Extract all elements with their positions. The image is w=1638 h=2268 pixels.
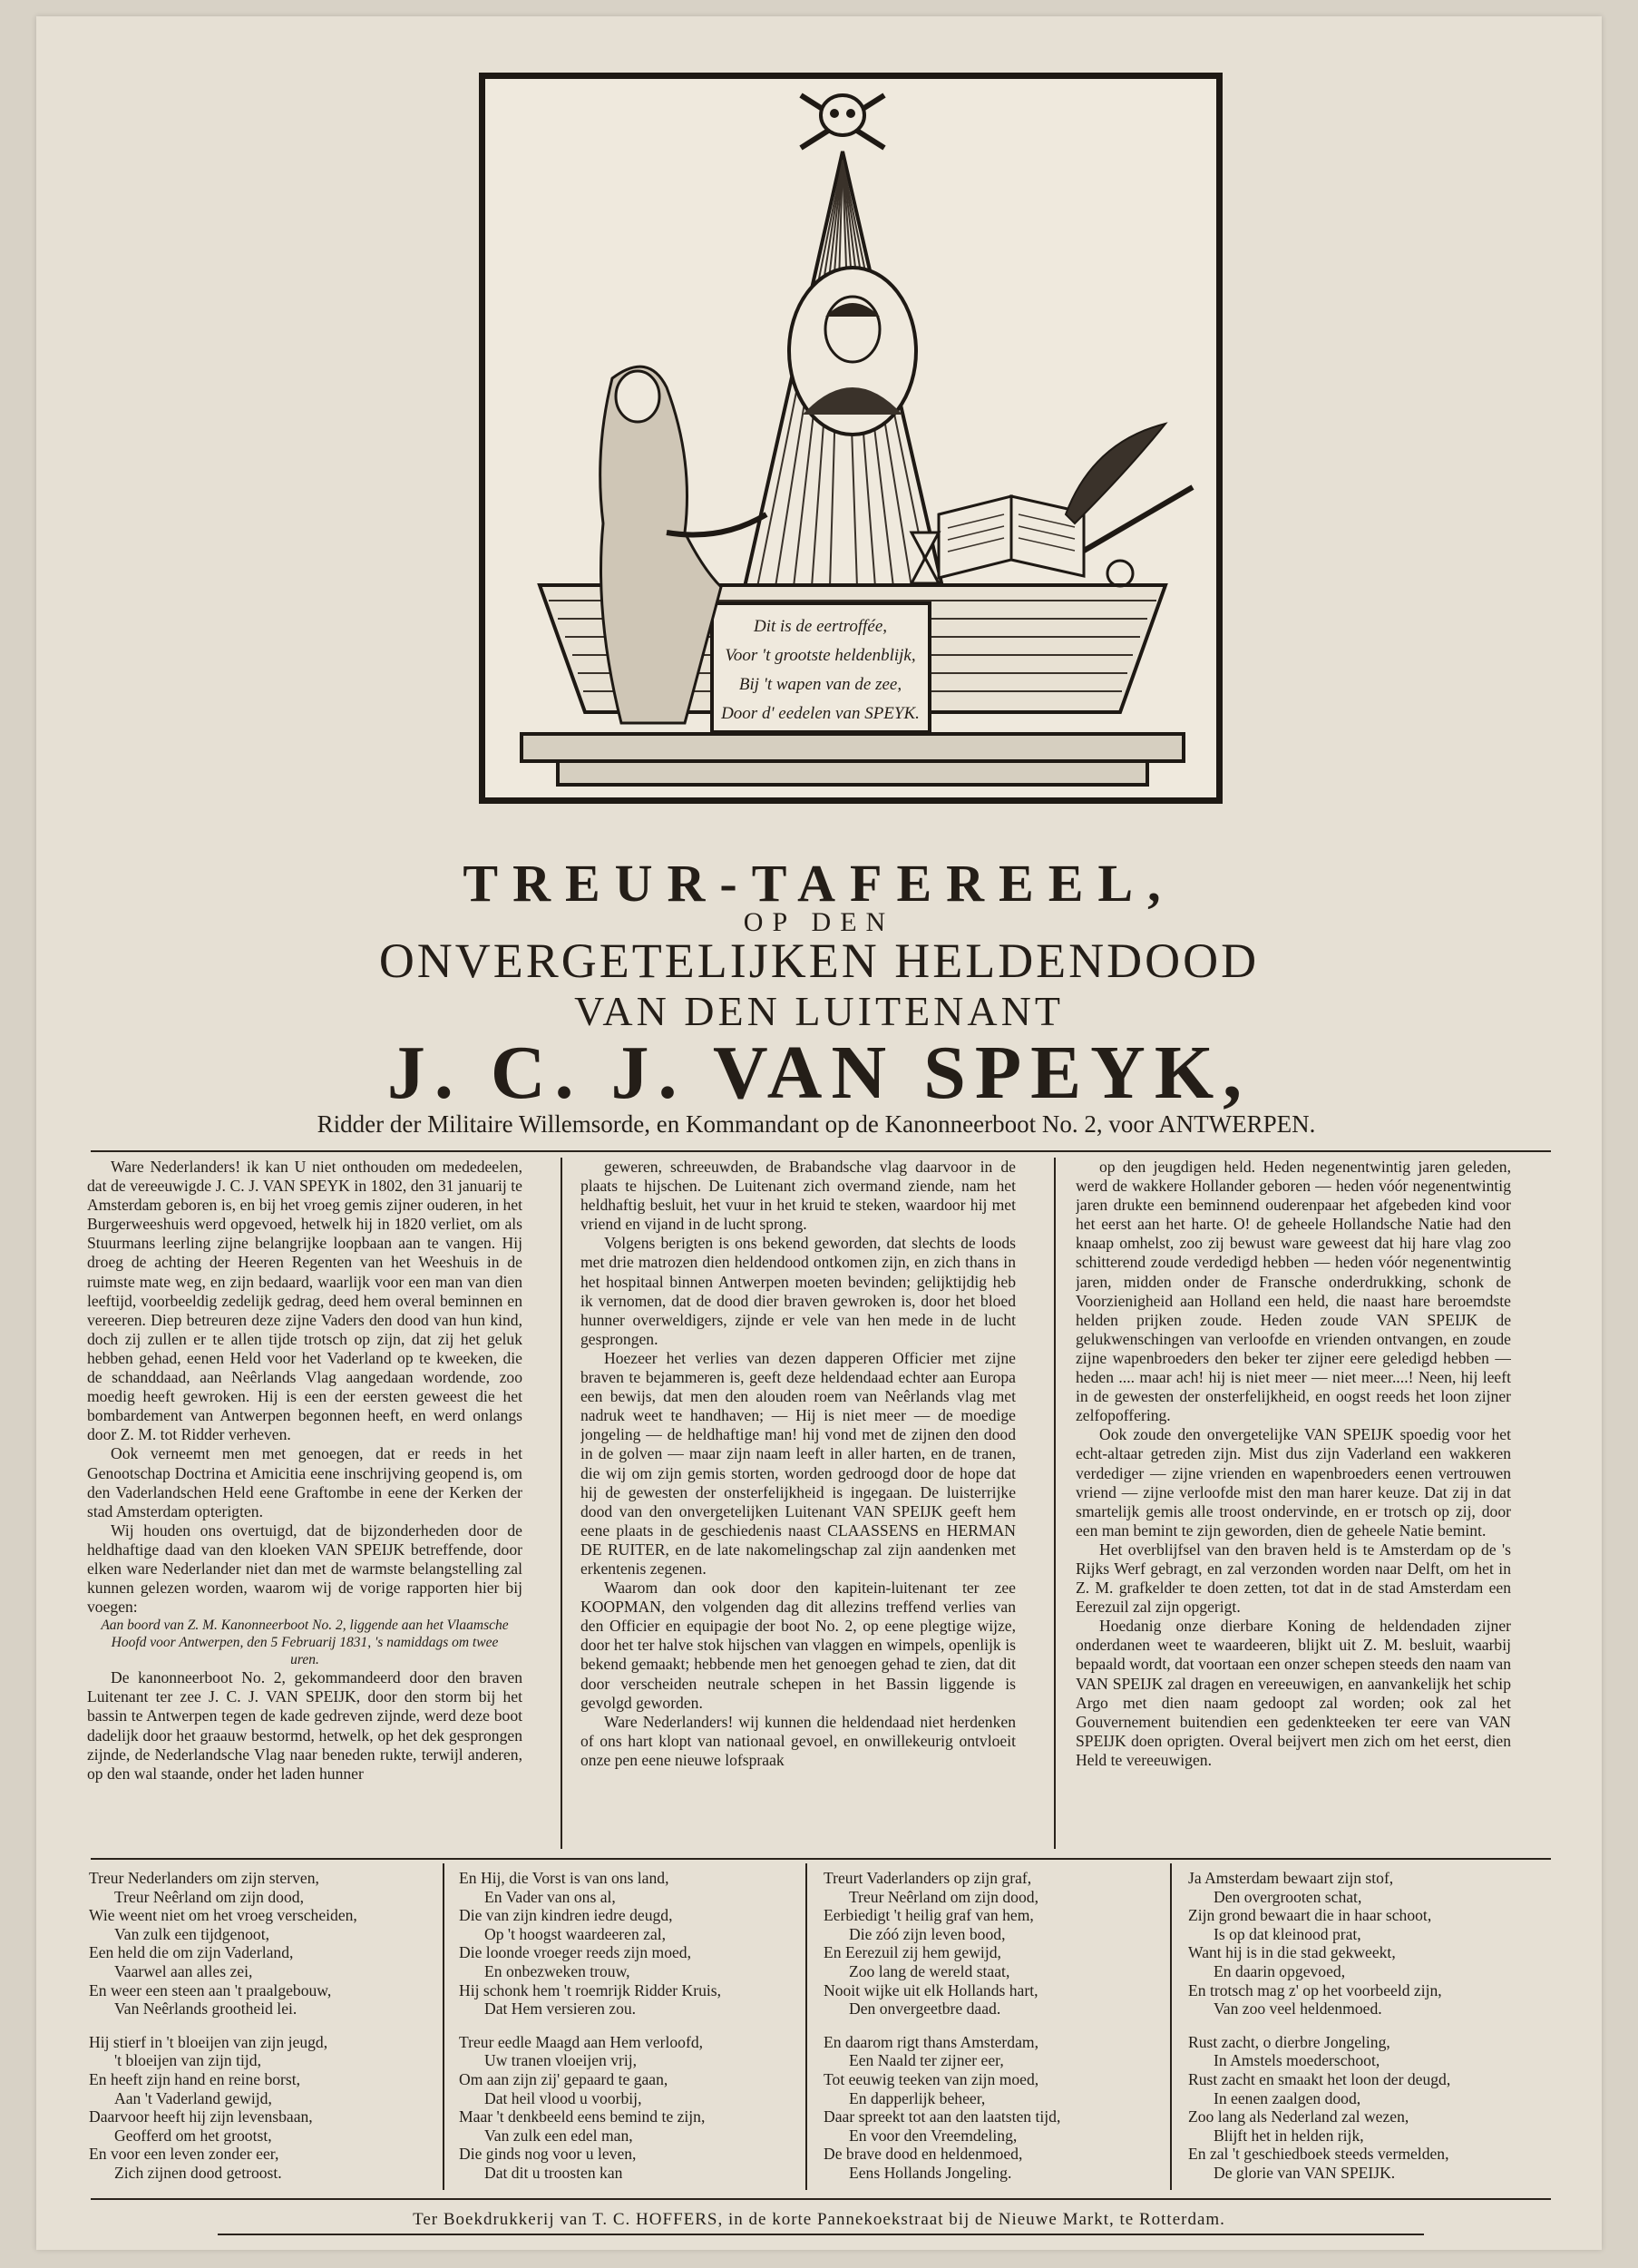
paragraph: Het overblijfsel van den braven held is te Amsterdam op de 's Rijks Werf gebragt, en zal verzonden worden naar Delft, om het in Z. M. grafkelder te doen zetten, tot dat in de stad Amsterdam een Eerezuil zal zijn opgerigt. xyxy=(1076,1540,1511,1617)
title-op-den: OP DEN xyxy=(743,907,895,937)
text-column-3 xyxy=(1076,1158,1511,1849)
title-heldendood: ONVERGETELIJKEN HELDENDOOD xyxy=(378,934,1260,988)
verse-line: Ja Amsterdam bewaart zijn stof, xyxy=(1188,1869,1394,1887)
verse-line: En Hij, die Vorst is van ons land, xyxy=(459,1869,669,1887)
plaque-inscription xyxy=(709,605,931,734)
verse-line: En heeft zijn hand en reine borst, xyxy=(89,2069,301,2088)
paragraph: Ware Nederlanders! ik kan U niet onthouden om mededeelen, dat de vereeuwigde J. C. J. VAN SPEYK in 1802, den 31 januarij te Amsterdam geboren is, en bij het vroeg gemis zijner ouderen, in het Burgerweeshuis werd opgevoed, hetwelk hij in 1820 verliet, om als Stuurmans leerling zijne belangrijke loopbaan aan te vangen. Hij droeg de achting der Heeren Regenten van het Weeshuis in de ruimste mate weg, en zijn bedaard, waarlijk voor een man van dien leeftijd, voorbeeldig zedelijk gedrag, deed hem overal beminnen en vereeren. Diep betreuren deze zijne Vaders den dood van hun kind, doch zij zullen er te allen tijde trotsch op zijn, dat zij het geluk hebben gehad, eenen Held voor het Vaderland op te kweeken, die de schanddaad, aan Neêrlands Vlag aangedaan wordende, zoo moedig heeft gewroken. Hij is een der eersten geweest die het bombardement van Antwerpen begonnen heeft, en werd onlangs door Z. M. tot Ridder verheven. xyxy=(87,1158,522,1444)
verse-line: Is op dat kleinood prat, xyxy=(1214,1924,1361,1943)
verse-line: Die ginds nog voor u leven, xyxy=(459,2145,637,2164)
verse-line: 't bloeijen van zijn tijd, xyxy=(114,2051,261,2070)
stanza xyxy=(824,1869,1186,2019)
verse-line: En weer een steen aan 't praalgebouw, xyxy=(89,1980,332,1999)
paragraph: Wij houden ons overtuigd, dat de bijzonderheden door de heldhaftige daad van den kloeken VAN SPEIJK betreffende, door elken ware Nederlander niet dan met de warmste belangstelling zal kunnen gelezen worden, waarom wij de vorige rapporten hier bij voegen: xyxy=(87,1520,522,1617)
stanza xyxy=(1188,2033,1551,2183)
verse-column-2 xyxy=(459,1869,822,2197)
paragraph: geweren, schreeuwden, de Brabandsche vlag daarvoor in de plaats te hijschen. De Luitenant zich overmand ziende, nam het heldhaftig besluit, het vuur in het kruid te steken, waardoor hij met vriend en vijand in de lucht sprong. xyxy=(580,1158,1016,1234)
verse-line: Hij schonk hem 't roemrijk Ridder Kruis, xyxy=(459,1980,722,1999)
plaque-line: Dit is de eertroffée, xyxy=(753,617,888,636)
verse-line: En Eerezuil zij hem gewijd, xyxy=(824,1943,1001,1962)
verse-line: Wie weent niet om het vroeg verscheiden, xyxy=(89,1906,357,1925)
verse-line: Aan 't Vaderland gewijd, xyxy=(114,2088,272,2107)
verse-line: Uw tranen vloeijen vrij, xyxy=(484,2051,638,2070)
verse-line: In eenen zaalgen dood, xyxy=(1214,2088,1361,2107)
verse-line: En Vader van ons al, xyxy=(484,1887,616,1906)
verse-line: De brave dood en heldenmoed, xyxy=(824,2145,1023,2164)
verse-line: De glorie van VAN SPEIJK. xyxy=(1214,2163,1396,2182)
dateline-note: Aan boord van Z. M. Kanonneerboot No. 2, liggende aan het Vlaamsche Hoofd voor Antwerpen, den 5 Februarij 1831, 's namiddags om twee uren. xyxy=(101,1618,509,1668)
paragraph: Ook verneemt men met genoegen, dat er reeds in het Genootschap Doctrina et Amicitia eene inschrijving geopend is, om den Vaderlandschen Held eene Graftombe in eene der Kerken der stad Amsterdam opterigten. xyxy=(87,1444,522,1520)
verse-line: En voor den Vreemdeling, xyxy=(849,2126,1018,2145)
open-book-icon xyxy=(939,496,1084,578)
paragraph: Ware Nederlanders! wij kunnen die heldendaad niet herdenken of ons hart klopt van nationaal gevoel, en onwillekeurig ontvloeit onze pen eene nieuwe lofspraak xyxy=(580,1712,1016,1769)
verse-line: Die van zijn kindren iedre deugd, xyxy=(459,1906,673,1925)
verse-line: Treur Neêrland om zijn dood, xyxy=(849,1887,1038,1906)
plaque-line: Door d' eedelen van SPEYK. xyxy=(721,704,920,723)
verse-line: Treur Nederlanders om zijn sterven, xyxy=(89,1869,319,1887)
verse-column-1 xyxy=(89,1869,452,2197)
divider xyxy=(91,1150,1551,1152)
paragraph: Hoezeer het verlies van dezen dapperen Officier met zijne braven te bejammeren is, geeft deze heldendaad echter aan Europa een bewijs, dat men den alouden roem van Neêrlands vlag met nadruk weet te handhaven; — Hij is niet meer — de moedige jongeling — de heldhaftige man! hij vond met de zijnen den dood in de golven — maar zijn naam leeft in aller harten, en de tranen, die wij om zijn gemis storten, worden gedroogd door de hope dat hij de gewesten der onsterfelijkheid is ingegaan. De luisterrijke dood van den onvergetelijken Luitenant VAN SPEIJK geeft hem eene plaats in de geschiedenis naast CLAASSENS en HERMAN DE RUITER, en de late nakomelingschap zal zijn aandenken met erkentenis zegenen. xyxy=(580,1348,1016,1578)
paragraph: Waarom dan ook door den kapitein-luitenant ter zee KOOPMAN, den volgenden dag dit allezins treffend verlies van den Officier en equipagie der boot No. 2, op eene plegtige wijze, door het ter halve stok hijschen van vlaggen en wimpels, openlijk is bekend gemaakt; hebbende men het genoegen gehad te zien, dat dit door verscheiden neutrale schepen in het Bassin liggende is gevolgd geworden. xyxy=(580,1579,1016,1712)
verse-line: Den overgrooten schat, xyxy=(1214,1887,1362,1906)
printer-imprint: Ter Boekdrukkerij van T. C. HOFFERS, in de korte Pannekoekstraat bij de Nieuwe Markt, te Rotterdam. xyxy=(413,2210,1225,2229)
telescope-icon xyxy=(1084,487,1193,586)
verse-line: En daarom rigt thans Amsterdam, xyxy=(824,2032,1038,2051)
column-divider xyxy=(443,1863,444,2190)
verse-line: Want hij is in die stad gekweekt, xyxy=(1188,1943,1396,1962)
verse-line: Eerbiedigt 't heilig graf van hem, xyxy=(824,1906,1034,1925)
verse-line: Om aan zijn zij' gepaard te gaan, xyxy=(459,2069,668,2088)
verse-line: En trotsch mag z' op het voorbeeld zijn, xyxy=(1188,1980,1442,1999)
verse-line: Blijft het in helden rijk, xyxy=(1214,2126,1364,2145)
verse-line: Rust zacht, o dierbre Jongeling, xyxy=(1188,2032,1390,2051)
verse-line: In Amstels moederschoot, xyxy=(1214,2051,1380,2070)
verse-line: Treur eedle Maagd aan Hem verloofd, xyxy=(459,2032,704,2051)
text-column-2 xyxy=(580,1158,1016,1849)
stanza xyxy=(89,2033,452,2183)
column-divider xyxy=(1054,1158,1056,1849)
paragraph: op den jeugdigen held. Heden negenentwintig jaren geleden, werd de wakkere Hollander geboren — heden vóór negenentwintig jaren drukte een beminnend ouderenpaar het afgebeden kind voor het eerst aan het harte. O! de geheele Hollandsche Natie had den knaap omhelst, zoo zij bewust ware geweest dat hij hare vlag zoo schitterend zoude verdedigd hebben — heden vóór negenentwintig jaren, midden onder de Fransche onderdrukking, schonk de Voorzienigheid aan Holland een held, die naast hare beroemdste helden prijken zoude. Heden zoude VAN SPEIJK de gelukwenschingen van verloofde en vrienden ontvangen, en zoude zijne wapenbroeders den beker ter zijner eere geledigd hebben — heden .... maar ach! hij is niet meer — niet meer....! Neen, hij leeft in de gewesten der onsterfelijkheid, en oogst reeds het loon zijner zelfopoffering. xyxy=(1076,1158,1511,1425)
verse-line: Eens Hollands Jongeling. xyxy=(849,2163,1012,2182)
verse-line: Maar 't denkbeeld eens bemind te zijn, xyxy=(459,2107,706,2126)
paragraph: Hoedanig onze dierbare Koning de heldendaden zijner onderdanen weet te waardeeren, blijkt uit Z. M. besluit, waarbij bepaald wordt, dat voortaan een onzer schepen steeds den naam van VAN SPEIJK zal dragen en vereeuwigen, en aanvankelijk het schip Argo met dien naam gedoopt zal worden; ook zal het Gouvernement buitendien een gedenkteeken ter eere van VAN SPEIJK doen oprigten. Overal beijvert men zich om het eerst, dien Held te vereeuwigen. xyxy=(1076,1617,1511,1769)
verse-line: Op 't hoogst waardeeren zal, xyxy=(484,1924,667,1943)
column-divider xyxy=(805,1863,807,2190)
column-divider xyxy=(561,1158,562,1849)
stanza xyxy=(459,1869,822,2019)
verse-line: Vaarwel aan alles zei, xyxy=(114,1961,253,1980)
verse-line: Daarvoor heeft hij zijn levensbaan, xyxy=(89,2107,313,2126)
verse-line: Rust zacht en smaakt het loon der deugd, xyxy=(1188,2069,1451,2088)
divider xyxy=(91,1858,1551,1860)
verse-line: Zoo lang de wereld staat, xyxy=(849,1961,1010,1980)
verse-line: Daar spreekt tot aan den laatsten tijd, xyxy=(824,2107,1061,2126)
subtitle: Ridder der Militaire Willemsorde, en Kommandant op de Kanonneerboot No. 2, voor ANTWERPEN. xyxy=(317,1110,1316,1138)
stanza xyxy=(824,2033,1186,2183)
verse-line: En voor een leven zonder eer, xyxy=(89,2145,279,2164)
plaque-line: Bij 't wapen van de zee, xyxy=(738,675,902,694)
verse-line: En zal 't geschiedboek steeds vermelden, xyxy=(1188,2145,1449,2164)
verse-line: Van zoo veel heldenmoed. xyxy=(1214,1999,1382,2019)
verse-column-3 xyxy=(824,1869,1186,2197)
title-luitenant: VAN DEN LUITENANT xyxy=(574,988,1064,1034)
quill-icon xyxy=(1066,424,1165,523)
paragraph: De kanonneerboot No. 2, gekommandeerd door den braven Luitenant ter zee J. C. J. VAN SPEIJK, door den storm bij het bassin te Antwerpen tegen de kade gedreven zijnde, werd deze boot dadelijk door het graauw bestormd, hetwelk, op het dek gesprongen zijnde, de Nederlandsche Vlag naar beneden rukte, terwijl anderen, op den wal staande, onder het laden hunner xyxy=(87,1668,522,1783)
verse-line: Geofferd om het grootst, xyxy=(114,2126,272,2145)
verse-line: Van zulk een tijdgenoot, xyxy=(114,1924,270,1943)
verse-line: En onbezweken trouw, xyxy=(484,1961,630,1980)
verse-line: Van Neêrlands grootheid lei. xyxy=(114,1999,297,2019)
verse-line: Zich zijnen dood getroost. xyxy=(114,2163,282,2182)
divider xyxy=(91,2198,1551,2200)
verse-line: Die zóó zijn leven bood, xyxy=(849,1924,1006,1943)
verse-column-4 xyxy=(1188,1869,1551,2197)
verse-line: Die loonde vroeger reeds zijn moed, xyxy=(459,1943,691,1962)
verse-line: En dapperlijk beheer, xyxy=(849,2088,986,2107)
title-name: J. C. J. VAN SPEYK, xyxy=(386,1031,1252,1115)
paragraph: Ook zoude den onvergetelijke VAN SPEIJK spoedig voor het echt-altaar getreden zijn. Mist dus zijn Vaderland een wakkeren verdediger — zijne vrienden en wapenbroeders eenen vertrouwen vriend — zijne verloofde mist den man harer keuze. Dat zij in dat smartelijk gemis alle troost ondervinde, en er trotsch op zij, door een man bemint te zijn geworden, dien de geheele Natie bemint. xyxy=(1076,1425,1511,1540)
verse-line: Dat dit u troosten kan xyxy=(484,2163,623,2182)
verse-line: Nooit wijke uit elk Hollands hart, xyxy=(824,1980,1038,1999)
verse-line: Dat heil vlood u voorbij, xyxy=(484,2088,642,2107)
verse-line: Een Naald ter zijner eer, xyxy=(849,2051,1004,2070)
column-divider xyxy=(1170,1863,1172,2190)
verse-line: Een held die om zijn Vaderland, xyxy=(89,1943,294,1962)
memorial-engraving xyxy=(479,73,1223,804)
verse-line: Zoo lang als Nederland zal wezen, xyxy=(1188,2107,1409,2126)
verse-line: Den onvergeetbre daad. xyxy=(849,1999,1001,2019)
stanza xyxy=(1188,1869,1551,2019)
plaque-line: Voor 't grootste heldenblijk, xyxy=(725,646,916,665)
text-column-1 xyxy=(87,1158,522,1849)
divider xyxy=(218,2234,1424,2235)
verse-line: Treurt Vaderlanders op zijn graf, xyxy=(824,1869,1032,1887)
stanza xyxy=(459,2033,822,2183)
verse-line: Hij stierf in 't bloeijen van zijn jeugd, xyxy=(89,2032,328,2051)
verse-line: Van zulk een edel man, xyxy=(484,2126,633,2145)
verse-line: Treur Neêrland om zijn dood, xyxy=(114,1887,304,1906)
stanza xyxy=(89,1869,452,2019)
verse-line: Zijn grond bewaart die in haar schoot, xyxy=(1188,1906,1432,1925)
broadsheet xyxy=(36,16,1602,2250)
title-treur-tafereel: TREUR-TAFEREEL, xyxy=(463,854,1175,913)
verse-line: Tot eeuwig teeken van zijn moed, xyxy=(824,2069,1039,2088)
paragraph: Volgens berigten is ons bekend geworden, dat slechts de loods met drie matrozen dien heldendood ontkomen zijn, en zich thans in het hospitaal binnen Antwerpen moeten bevinden; gelijktijdig heb ik vernomen, dat de dood dier braven gewroken is, door het bloed hunner overweldigers, zijnde er vele van hen mede in de lucht gesprongen. xyxy=(580,1234,1016,1348)
verse-line: Dat Hem versieren zou. xyxy=(484,1999,637,2019)
verse-line: En daarin opgevoed, xyxy=(1214,1961,1346,1980)
